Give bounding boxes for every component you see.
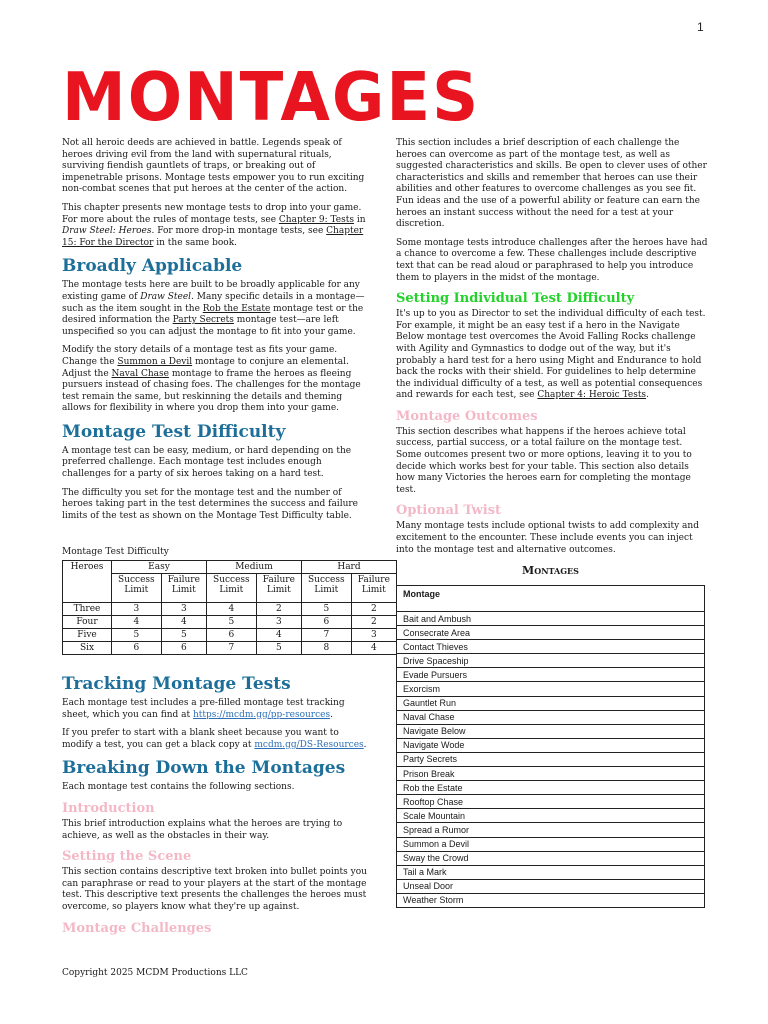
montage-column-header: Montage bbox=[397, 586, 705, 612]
setting-the-scene-heading: Setting the Scene bbox=[62, 849, 192, 865]
optional-twist-heading: Optional Twist bbox=[396, 503, 502, 519]
intro-paragraph-1: Not all heroic deeds are achieved in battle. Legends speak of heroes driving evil from the land with supernatural rituals, surviving fiendish gauntlets of traps, or breaking out of impenetrable prisons. Montage tests empower you to run exciting non-combat scenes that put heroes at the center of the action. bbox=[62, 138, 365, 195]
list-item: Exorcism bbox=[397, 682, 705, 696]
page-number: 1 bbox=[697, 20, 704, 34]
list-item: Prison Break bbox=[397, 767, 705, 781]
success-limit-header: Success Limit bbox=[206, 574, 256, 603]
individual-difficulty-heading: Setting Individual Test Difficulty bbox=[396, 291, 635, 307]
list-item: Spread a Rumor bbox=[397, 823, 705, 837]
failure-limit-header: Failure Limit bbox=[161, 574, 206, 603]
list-item: Rooftop Chase bbox=[397, 795, 705, 809]
list-item: Summon a Devil bbox=[397, 837, 705, 851]
left-column bbox=[62, 138, 372, 529]
introduction-heading: Introduction bbox=[62, 800, 155, 816]
list-item: Consecrate Area bbox=[397, 626, 705, 640]
challenges-paragraph-2: Some montage tests introduce challenges after the heroes have had a chance to overcome a few. These challenges include descriptive text that can be read aloud or paraphrased to help you introduce them to players in the midst of the montage. bbox=[396, 237, 708, 283]
list-item: Navigate Wode bbox=[397, 738, 705, 752]
difficulty-paragraph-2: The difficulty you set for the montage test and the number of heroes taking part in the test determines the success and failure limits of the test as shown on the Montage Test Difficulty table. bbox=[62, 487, 358, 521]
broadly-paragraph-1: The montage tests here are built to be broadly applicable for any existing game of Draw Steel. Many specific details in a montage—such as the item sought in the Rob the Estate montage test or the desired information the Party Secrets montage test—are left unspecified so you can adjust the montage to fit into your game. bbox=[62, 280, 365, 337]
difficulty-table-block bbox=[62, 543, 397, 655]
right-column bbox=[396, 138, 708, 563]
montage-outcomes-heading: Montage Outcomes bbox=[396, 408, 538, 424]
list-item: Scale Mountain bbox=[397, 809, 705, 823]
table-row: Four 4 4 5 3 6 2 bbox=[63, 616, 397, 629]
list-item: Tail a Mark bbox=[397, 865, 705, 879]
list-item: Gauntlet Run bbox=[397, 696, 705, 710]
party-secrets-link[interactable]: Party Secrets bbox=[172, 315, 234, 326]
difficulty-heading: Montage Test Difficulty bbox=[62, 421, 286, 442]
list-item: Contact Thieves bbox=[397, 640, 705, 654]
breaking-down-heading: Breaking Down the Montages bbox=[62, 758, 346, 779]
chapter-9-link[interactable]: Chapter 9: Tests bbox=[278, 214, 354, 225]
difficulty-table bbox=[62, 560, 397, 655]
page-title: MONTAGES bbox=[62, 58, 481, 137]
failure-limit-header: Failure Limit bbox=[351, 574, 396, 603]
copyright-footer: Copyright 2025 MCDM Productions LLC bbox=[62, 968, 248, 978]
table-row: Three 3 3 4 2 5 2 bbox=[63, 603, 397, 616]
list-item: Weather Storm bbox=[397, 893, 705, 907]
easy-header: Easy bbox=[112, 561, 207, 574]
table-row: Six 6 6 7 5 8 4 bbox=[63, 642, 397, 655]
introduction-paragraph: This brief introduction explains what the heroes are trying to achieve, as well as the obstacles in their way. bbox=[62, 818, 343, 841]
tracking-paragraph-2: If you prefer to start with a blank sheet because you want to modify a test, you can get a black copy at mcdm.gg/DS-Resources. bbox=[62, 728, 367, 750]
summon-a-devil-link[interactable]: Summon a Devil bbox=[117, 356, 193, 367]
medium-header: Medium bbox=[206, 561, 301, 574]
chapter-15-link[interactable]: Chapter 15: For the Director bbox=[62, 226, 364, 248]
success-limit-header: Success Limit bbox=[112, 574, 162, 603]
list-item: Naval Chase bbox=[397, 710, 705, 724]
intro-paragraph-2: This chapter presents new montage tests to drop into your game. For more about the rules of montage tests, see Chapter 9: Tests in Draw Steel: Heroes. For more drop-in montage tests, see Chapter 15: For the Director in the same book. bbox=[62, 202, 366, 248]
breaking-paragraph: Each montage test contains the following sections. bbox=[62, 782, 295, 793]
naval-chase-link[interactable]: Naval Chase bbox=[111, 368, 169, 379]
broadly-applicable-heading: Broadly Applicable bbox=[62, 256, 243, 277]
tracking-paragraph-1: Each montage test includes a pre-filled montage test tracking sheet, which you can find at https://mcdm.gg/pp-resources. bbox=[62, 698, 345, 720]
list-item: Party Secrets bbox=[397, 752, 705, 766]
list-item: Drive Spaceship bbox=[397, 654, 705, 668]
table-row: Five 5 5 6 4 7 3 bbox=[63, 629, 397, 642]
broadly-paragraph-2: Modify the story details of a montage test as fits your game. Change the Summon a Devil montage to conjure an elemental. Adjust the Naval Chase montage to frame the heroes as fleeing pursuers instead of chasing foes. The challenges for the montage test remain the same, but reskinning the details and theming allows for flexibility in where you drop them into your game. bbox=[62, 345, 361, 414]
list-item: Unseal Door bbox=[397, 879, 705, 893]
list-item: Evade Pursuers bbox=[397, 668, 705, 682]
ds-resources-link[interactable]: mcdm.gg/DS-Resources bbox=[254, 739, 364, 750]
left-column-lower bbox=[62, 668, 372, 939]
book-title: Draw Steel: Heroes bbox=[62, 226, 152, 237]
heroes-header: Heroes bbox=[63, 561, 112, 603]
failure-limit-header: Failure Limit bbox=[256, 574, 301, 603]
list-item: Bait and Ambush bbox=[397, 612, 705, 626]
success-limit-header: Success Limit bbox=[301, 574, 351, 603]
montages-table-title: Montages bbox=[522, 564, 579, 577]
twist-paragraph: Many montage tests include optional twists to add complexity and excitement to the encounter. These include events you can inject into the montage test and alternative outcomes. bbox=[396, 521, 699, 555]
difficulty-paragraph-1: A montage test can be easy, medium, or hard depending on the preferred challenge. Each montage test includes enough challenges for a party of six heroes taking on a hard test. bbox=[62, 445, 352, 480]
setting-the-scene-paragraph: This section contains descriptive text broken into bullet points you can paraphrase or read to your players at the start of the montage test. This descriptive text presents the challenges the heroes must overcome, so players know what they're up against. bbox=[62, 867, 367, 912]
list-item: Rob the Estate bbox=[397, 781, 705, 795]
list-item: Navigate Below bbox=[397, 724, 705, 738]
list-item: Sway the Crowd bbox=[397, 851, 705, 865]
outcomes-paragraph: This section describes what happens if the heroes achieve total success, partial success, or a total failure on the montage test. Some outcomes present two or more options, leaving it to you to decide which works best for your table. This section also details how many Victories the heroes earn for completing the montage test. bbox=[396, 426, 692, 495]
tracking-heading: Tracking Montage Tests bbox=[62, 674, 291, 694]
montages-table bbox=[396, 585, 705, 908]
difficulty-table-caption: Montage Test Difficulty bbox=[62, 547, 169, 557]
montage-challenges-heading: Montage Challenges bbox=[62, 920, 212, 936]
individual-difficulty-paragraph: It's up to you as Director to set the individual difficulty of each test. For example, it might be an easy test if a hero in the Navigate Below montage test overcomes the Avoid Falling Rocks challenge with Agility and Gymnastics to dodge out of the way, but it's probably a hard test for a hero using Might and Endurance to hold back the rocks with their shield. For guidelines to help determine the individual difficulty of a test, as well as potential consequences and rewards for each test, see Chapter 4: Heroic Tests. bbox=[396, 309, 706, 401]
challenges-paragraph-1: This section includes a brief description of each challenge the heroes can overcome as part of the montage test, as well as suggested characteristics and skills. Be open to clever uses of other characteristics and skills and remember that heroes can use their abilities and other features to overcome challenges as you see fit. Fun ideas and the use of a powerful ability or feature can earn the heroes an instant success without the need for a test at your discretion. bbox=[396, 138, 707, 230]
hard-header: Hard bbox=[301, 561, 396, 574]
rob-the-estate-link[interactable]: Rob the Estate bbox=[202, 303, 271, 314]
pp-resources-link[interactable]: https://mcdm.gg/pp-resources bbox=[192, 709, 331, 720]
chapter-4-link[interactable]: Chapter 4: Heroic Tests bbox=[537, 390, 647, 401]
